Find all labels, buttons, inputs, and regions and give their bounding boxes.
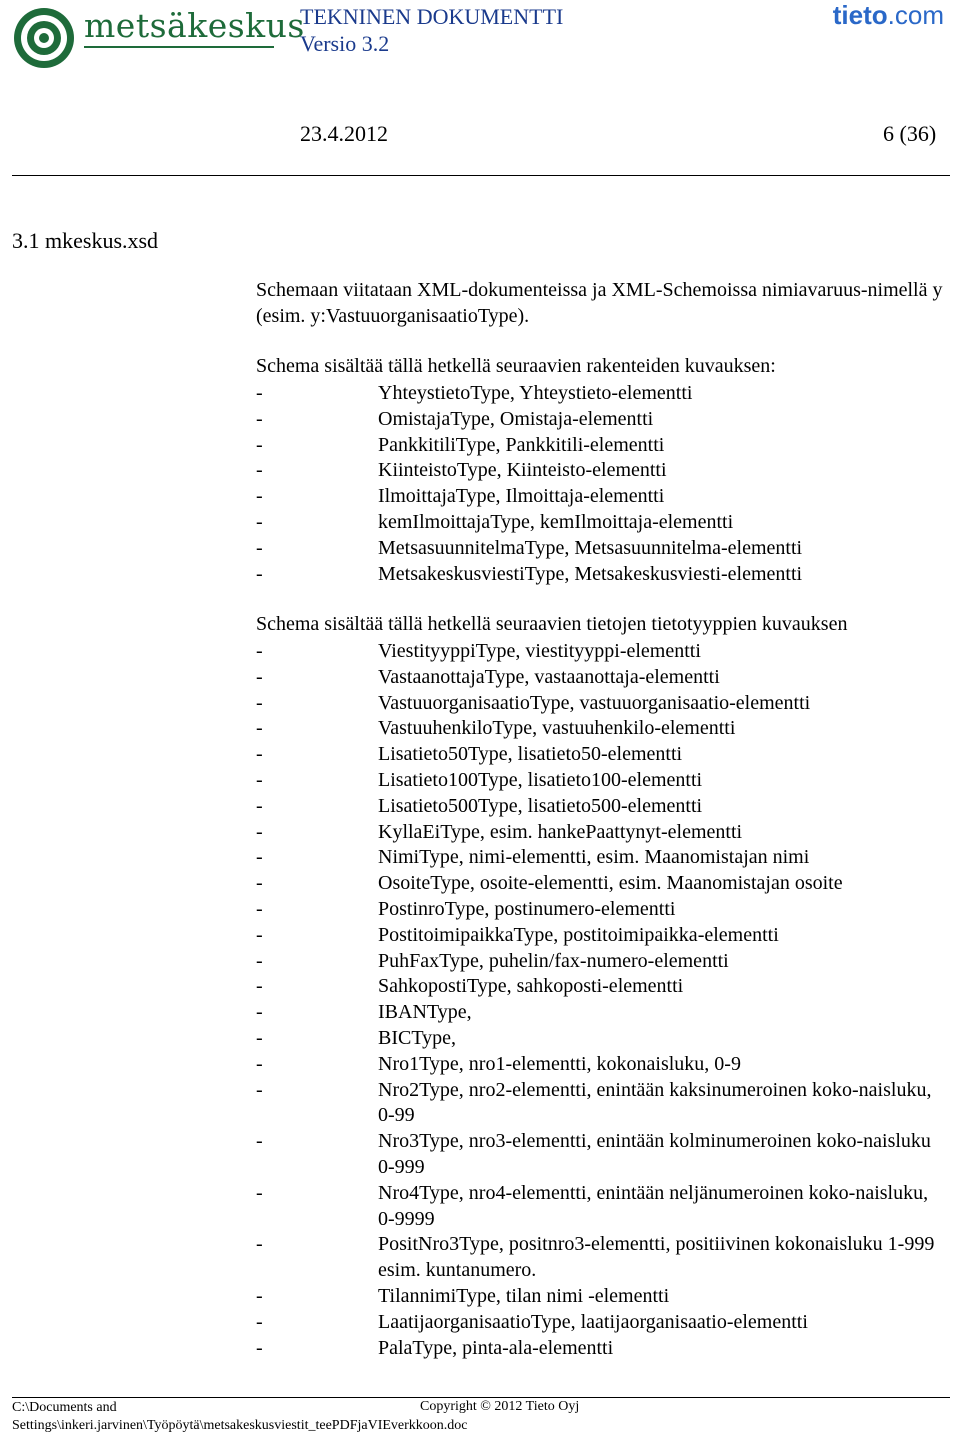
list-item-text: Nro4Type, nro4-elementti, enintään neljänumeroinen koko-naisluku, 0-9999: [378, 1181, 929, 1230]
list-item: [256, 949, 946, 975]
list-bullet-dash: -: [256, 794, 263, 817]
header-divider: [12, 175, 950, 176]
list-item: [256, 665, 946, 691]
list-item: [256, 1000, 946, 1026]
logo-underline: [84, 46, 274, 48]
list-bullet-dash: -: [256, 510, 263, 533]
list-bullet-dash: -: [256, 562, 263, 585]
logo-wordmark: metsäkeskus: [84, 6, 305, 45]
list-bullet-dash: -: [256, 1181, 263, 1204]
list-item-text: SahkopostiType, sahkoposti-elementti: [378, 975, 684, 998]
list-bullet-dash: -: [256, 485, 263, 508]
list-item: [256, 433, 946, 459]
list-bullet-dash: -: [256, 1052, 263, 1075]
document-version: Versio 3.2: [300, 31, 390, 56]
list-bullet-dash: -: [256, 407, 263, 430]
list-item-text: BICType,: [378, 1026, 457, 1049]
list-bullet-dash: -: [256, 691, 263, 714]
list-item-text: Nro1Type, nro1-elementti, kokonaisluku, 0-9: [378, 1052, 741, 1075]
list-item: [256, 716, 946, 742]
datatypes-list: [256, 639, 946, 1361]
list-item-text: VastuuhenkiloType, vastuuhenkilo-elementti: [378, 717, 736, 740]
list-item-text: Nro3Type, nro3-elementti, enintään kolminumeroinen koko-naisluku 0-999: [378, 1130, 931, 1178]
list-bullet-dash: -: [256, 665, 263, 688]
list-item-text: Lisatieto100Type, lisatieto100-elementti: [378, 768, 703, 791]
tieto-logo: [833, 0, 944, 31]
document-type: TEKNINEN DOKUMENTTI: [300, 4, 564, 29]
list-item: [256, 1232, 946, 1284]
list-item-text: TilannimiType, tilan nimi -elementti: [378, 1284, 670, 1307]
list-item: [256, 1181, 946, 1233]
list-bullet-dash: -: [256, 1026, 263, 1049]
list-bullet-dash: -: [256, 640, 263, 662]
list-item: [256, 691, 946, 717]
list-bullet-dash: -: [256, 433, 263, 456]
list-item-text: KyllaEiType, esim. hankePaattynyt-elementti: [378, 820, 743, 843]
list-item-text: VastuuorganisaatioType, vastuuorganisaatio-elementti: [378, 691, 811, 714]
list-bullet-dash: -: [256, 1284, 263, 1307]
list-bullet-dash: -: [256, 923, 263, 946]
list-item: [256, 768, 946, 794]
intro-paragraph: Schemaan viitataan XML-dokumenteissa ja XML-Schemoissa nimiavaruus-nimellä y (esim. y:VastuuorganisaatioType).: [256, 279, 943, 327]
list-item: [256, 407, 946, 433]
structures-list: [256, 381, 946, 587]
list-bullet-dash: -: [256, 1130, 263, 1153]
list-item-text: KiinteistoType, Kiinteisto-elementti: [378, 459, 667, 482]
tieto-logo-suffix: .com: [887, 0, 944, 30]
list-item: [256, 536, 946, 562]
datatypes-list-heading: Schema sisältää tällä hetkellä seuraavien tietojen tietotyyppien kuvauksen: [256, 613, 848, 635]
list-item-text: IBANType,: [378, 1001, 472, 1024]
section-heading: 3.1 mkeskus.xsd: [12, 228, 159, 253]
list-bullet-dash: -: [256, 536, 263, 559]
list-item-text: OmistajaType, Omistaja-elementti: [378, 407, 654, 430]
list-item-text: PositNro3Type, positnro3-elementti, positiivinen kokonaisluku 1-999 esim. kuntanumero.: [378, 1233, 935, 1282]
list-item: [256, 974, 946, 1000]
list-bullet-dash: -: [256, 1078, 263, 1101]
list-item-text: MetsakeskusviestiType, Metsakeskusviesti-elementti: [378, 562, 803, 585]
list-item-text: PostitoimipaikkaType, postitoimipaikka-elementti: [378, 923, 779, 946]
tieto-logo-main: tieto: [832, 0, 888, 30]
list-item-text: YhteystietoType, Yhteystieto-elementti: [378, 382, 693, 404]
list-bullet-dash: -: [256, 872, 263, 895]
list-item: [256, 794, 946, 820]
list-bullet-dash: -: [256, 743, 263, 766]
structures-list-heading: Schema sisältää tällä hetkellä seuraavien rakenteiden kuvauksen:: [256, 355, 776, 377]
list-item: [256, 458, 946, 484]
list-item-text: NimiType, nimi-elementti, esim. Maanomistajan nimi: [378, 846, 810, 869]
list-item-text: MetsasuunnitelmaType, Metsasuunnitelma-elementti: [378, 536, 803, 559]
list-item: [256, 820, 946, 846]
document-date: 23.4.2012: [300, 121, 388, 146]
list-item: [256, 742, 946, 768]
list-bullet-dash: -: [256, 1336, 263, 1359]
list-item: [256, 845, 946, 871]
list-item: [256, 484, 946, 510]
list-item: [256, 1284, 946, 1310]
list-bullet-dash: -: [256, 459, 263, 482]
footer-file-path: C:\Documents and Settings\inkeri.jarvinen\Työpöytä\metsakeskusviestit_teePDFjaVIEverkkoon.doc: [12, 1400, 468, 1433]
list-bullet-dash: -: [256, 975, 263, 998]
list-item-text: PankkitiliType, Pankkitili-elementti: [378, 433, 665, 456]
list-item: [256, 510, 946, 536]
list-item: [256, 1052, 946, 1078]
list-item-text: PuhFaxType, puhelin/fax-numero-elementti: [378, 949, 729, 972]
footer-copyright: Copyright © 2012 Tieto Oyj: [420, 1399, 580, 1414]
list-item: [256, 897, 946, 923]
list-item-text: Nro2Type, nro2-elementti, enintään kaksinumeroinen koko-naisluku, 0-99: [378, 1078, 932, 1127]
metsakeskus-logo-icon: [12, 6, 76, 70]
list-item-text: Lisatieto500Type, lisatieto500-elementti: [378, 794, 703, 817]
list-item-text: OsoiteType, osoite-elementti, esim. Maanomistajan osoite: [378, 872, 843, 895]
list-bullet-dash: -: [256, 1233, 263, 1256]
list-bullet-dash: -: [256, 717, 263, 740]
list-bullet-dash: -: [256, 846, 263, 869]
list-item: [256, 1336, 946, 1362]
list-item-text: IlmoittajaType, Ilmoittaja-elementti: [378, 485, 665, 508]
list-item-text: VastaanottajaType, vastaanottaja-elementti: [378, 665, 720, 688]
page-number: 6 (36): [883, 121, 937, 146]
list-item: [256, 562, 946, 588]
list-bullet-dash: -: [256, 768, 263, 791]
list-item-text: Lisatieto50Type, lisatieto50-elementti: [378, 743, 683, 766]
list-bullet-dash: -: [256, 949, 263, 972]
list-item: [256, 1310, 946, 1336]
list-item-text: kemIlmoittajaType, kemIlmoittaja-elementti: [378, 510, 734, 533]
footer-divider: [12, 1397, 950, 1398]
list-item: [256, 381, 946, 407]
list-bullet-dash: -: [256, 820, 263, 843]
list-item: [256, 1129, 946, 1181]
list-bullet-dash: -: [256, 1310, 263, 1333]
list-item: [256, 923, 946, 949]
list-item-text: PalaType, pinta-ala-elementti: [378, 1336, 614, 1359]
list-item: [256, 871, 946, 897]
list-item: [256, 639, 946, 665]
list-item-text: PostinroType, postinumero-elementti: [378, 897, 676, 920]
list-item-text: LaatijaorganisaatioType, laatijaorganisaatio-elementti: [378, 1310, 808, 1333]
list-item-text: ViestityyppiType, viestityyppi-elementti: [378, 640, 701, 662]
list-item: [256, 1026, 946, 1052]
list-bullet-dash: -: [256, 1001, 263, 1024]
list-item: [256, 1078, 946, 1130]
list-bullet-dash: -: [256, 897, 263, 920]
list-bullet-dash: -: [256, 382, 263, 404]
